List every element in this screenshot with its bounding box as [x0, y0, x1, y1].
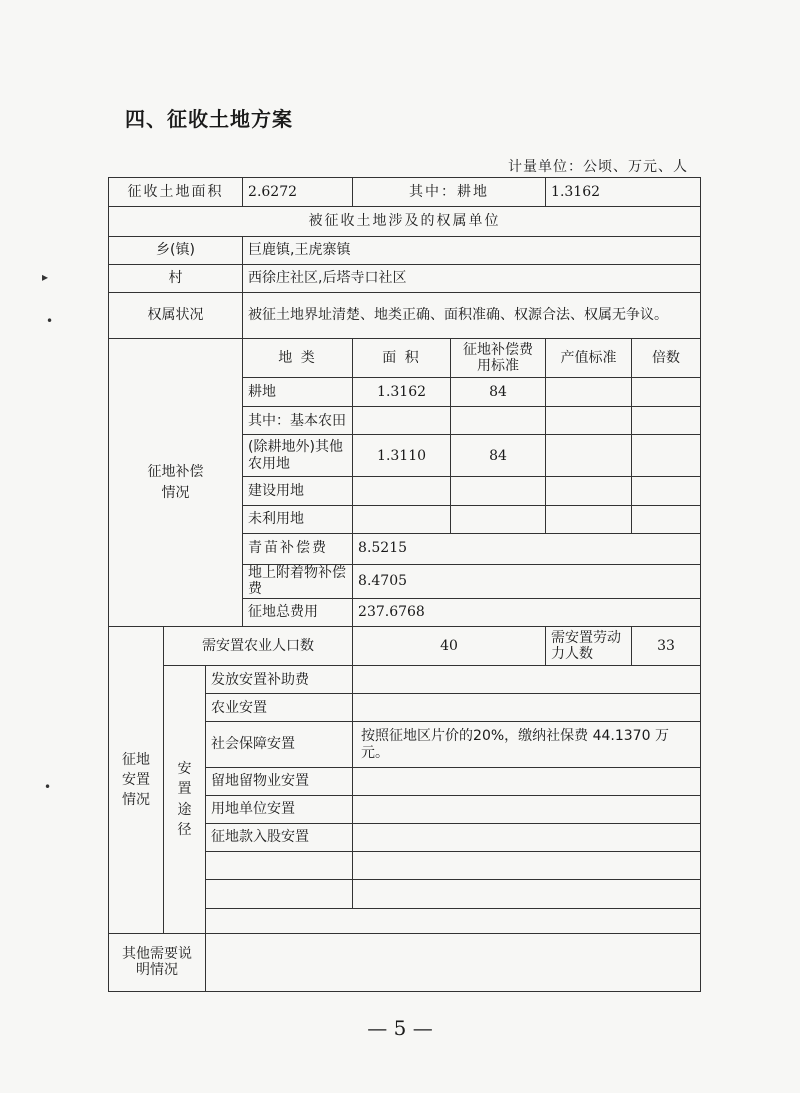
method-value	[353, 666, 701, 694]
other-label: 其他需要说明情况	[109, 933, 206, 991]
land-area: 1.3162	[353, 378, 451, 407]
method-blank	[206, 908, 701, 933]
method-value	[353, 851, 701, 879]
method-label: 安置途径	[164, 666, 206, 933]
fee-label: 青苗补偿费	[243, 533, 353, 564]
land-standard	[451, 477, 546, 505]
village-value: 西徐庄社区,后塔寺口社区	[243, 265, 701, 293]
land-multiple	[632, 407, 701, 435]
fee-label: 征地总费用	[243, 599, 353, 627]
col-multiple: 倍数	[632, 339, 701, 378]
land-standard: 84	[451, 378, 546, 407]
ownership-status-value: 被征土地界址清楚、地类正确、面积准确、权源合法、权属无争议。	[243, 293, 701, 339]
method-name: 农业安置	[206, 694, 353, 722]
town-row	[109, 237, 701, 265]
compensation-header-row	[109, 339, 701, 378]
land-acquisition-table	[108, 177, 701, 992]
other-value	[206, 933, 701, 991]
land-multiple	[632, 435, 701, 477]
labor-value: 33	[632, 627, 701, 666]
fee-value: 8.4705	[353, 564, 701, 599]
land-output	[546, 407, 632, 435]
land-multiple	[632, 477, 701, 505]
fee-label: 地上附着物补偿费	[243, 564, 353, 599]
land-multiple	[632, 378, 701, 407]
land-type: (除耕地外)其他农用地	[243, 435, 353, 477]
town-value: 巨鹿镇,王虎寨镇	[243, 237, 701, 265]
population-label: 需安置农业人口数	[164, 627, 353, 666]
land-type: 未利用地	[243, 505, 353, 533]
land-type: 其中：基本农田	[243, 407, 353, 435]
land-area: 1.3110	[353, 435, 451, 477]
ownership-header: 被征收土地涉及的权属单位	[109, 207, 701, 237]
method-name: 社会保障安置	[206, 722, 353, 767]
col-land-type: 地 类	[243, 339, 353, 378]
labor-label: 需安置劳动力人数	[546, 627, 632, 666]
land-standard	[451, 505, 546, 533]
section-title: 四、征收土地方案	[125, 107, 293, 131]
land-area	[353, 407, 451, 435]
land-output	[546, 505, 632, 533]
land-multiple	[632, 505, 701, 533]
unit-note: 计量单位：公顷、万元、人	[508, 159, 688, 175]
method-name: 发放安置补助费	[206, 666, 353, 694]
method-name: 征地款入股安置	[206, 823, 353, 851]
population-row	[109, 627, 701, 666]
other-row	[109, 933, 701, 991]
population-value: 40	[353, 627, 546, 666]
method-row	[109, 666, 701, 694]
land-output	[546, 435, 632, 477]
land-type: 耕地	[243, 378, 353, 407]
method-value	[353, 795, 701, 823]
ownership-status-label: 权属状况	[109, 293, 243, 339]
method-name: 用地单位安置	[206, 795, 353, 823]
binding-mark: •	[44, 780, 52, 794]
summary-row	[109, 178, 701, 207]
land-standard: 84	[451, 435, 546, 477]
method-value	[353, 694, 701, 722]
method-name	[206, 851, 353, 879]
method-value: 按照征地区片价的20%，缴纳社保费 44.1370 万元。	[353, 722, 701, 767]
fee-value: 237.6768	[353, 599, 701, 627]
method-value	[353, 767, 701, 795]
col-standard: 征地补偿费用标准	[451, 339, 546, 378]
area-label: 征收土地面积	[109, 178, 243, 207]
col-output: 产值标准	[546, 339, 632, 378]
binding-mark: •	[46, 314, 54, 328]
fee-value: 8.5215	[353, 533, 701, 564]
method-name: 留地留物业安置	[206, 767, 353, 795]
farmland-label: 其中：耕地	[353, 178, 546, 207]
method-value	[353, 879, 701, 908]
town-label: 乡(镇)	[109, 237, 243, 265]
farmland-value: 1.3162	[546, 178, 701, 207]
method-name	[206, 879, 353, 908]
col-area: 面 积	[353, 339, 451, 378]
land-area	[353, 477, 451, 505]
village-label: 村	[109, 265, 243, 293]
compensation-label: 征地补偿情况	[109, 339, 243, 627]
resettlement-label: 征地安置情况	[109, 627, 164, 933]
page-number: — 5 —	[367, 1016, 433, 1040]
land-output	[546, 378, 632, 407]
land-area	[353, 505, 451, 533]
land-standard	[451, 407, 546, 435]
area-value: 2.6272	[243, 178, 353, 207]
binding-mark: ▸	[42, 270, 49, 284]
method-value	[353, 823, 701, 851]
village-row	[109, 265, 701, 293]
land-type: 建设用地	[243, 477, 353, 505]
land-output	[546, 477, 632, 505]
ownership-status-row	[109, 293, 701, 339]
